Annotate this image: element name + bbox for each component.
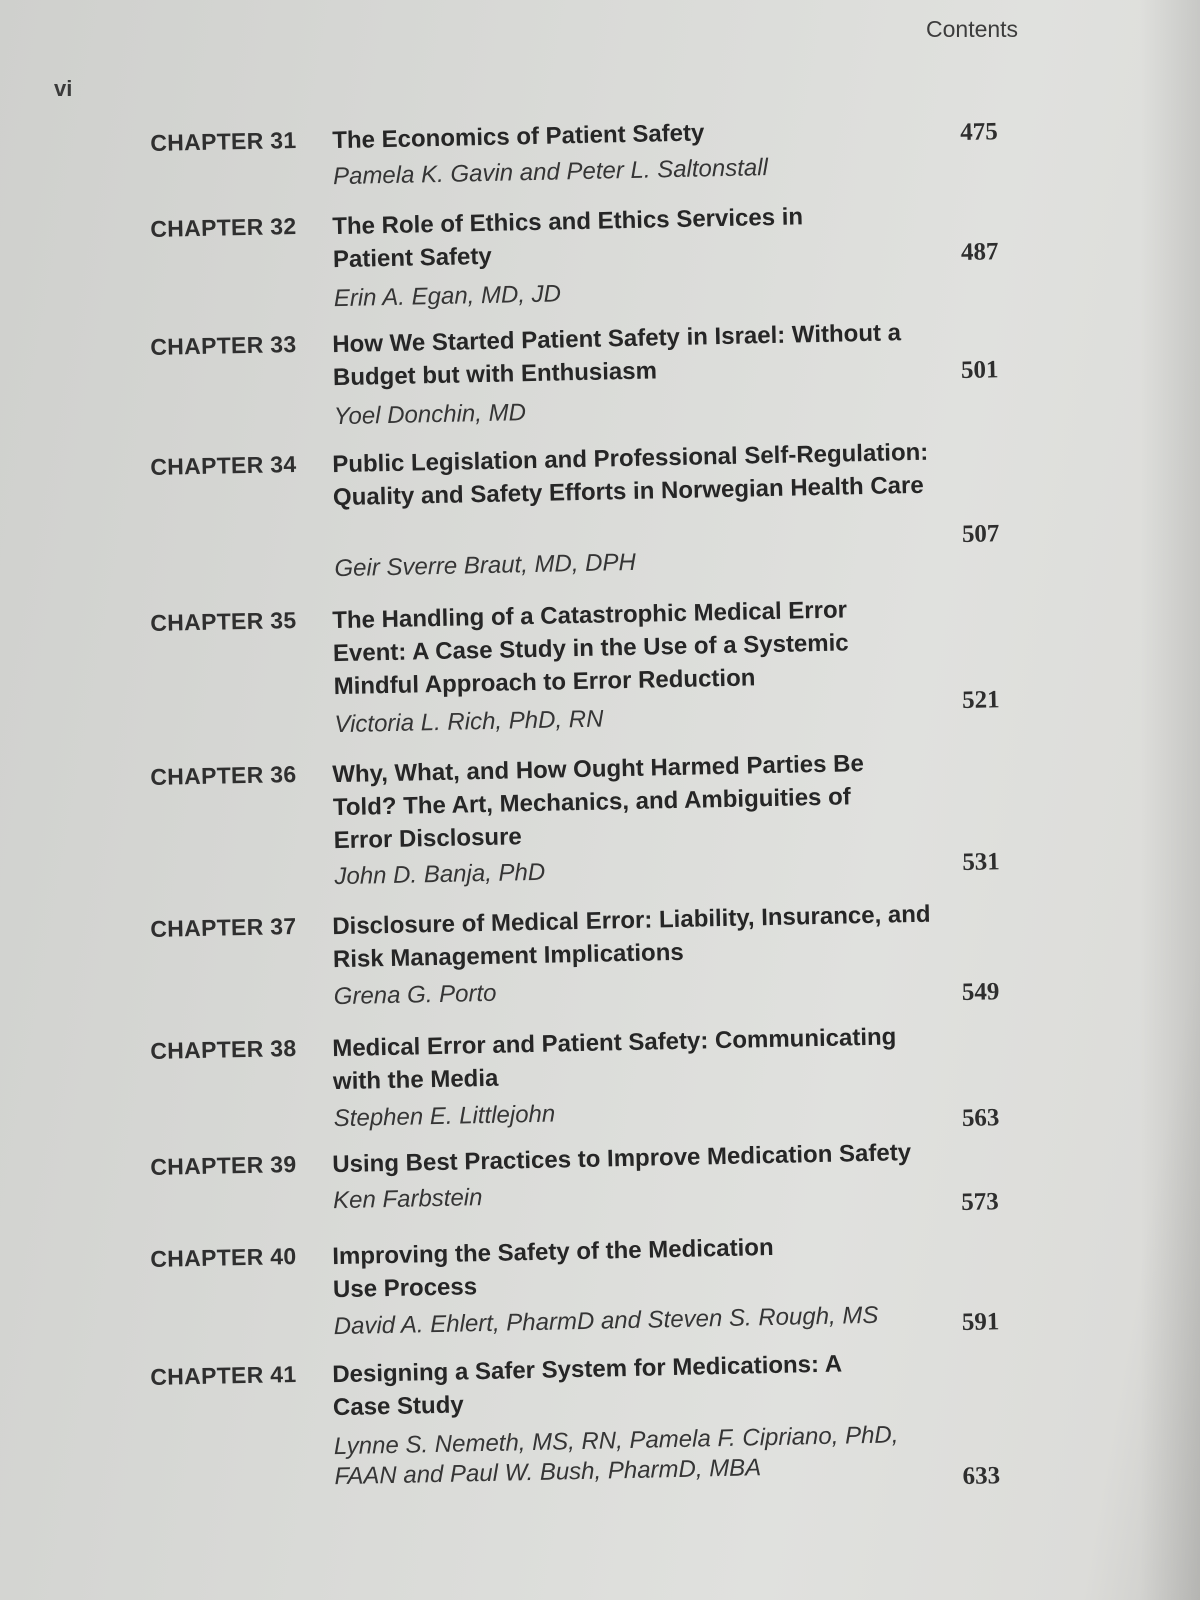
chapter-page: 487 [960,238,999,267]
chapter-title: How We Started Patient Safety in Israel: Without a Budget but with Enthusiasm [332,319,902,392]
toc-entry-40 [150,1225,1040,1341]
running-head: Contents [926,16,1019,42]
chapter-title: The Economics of Patient Safety [332,119,705,155]
chapter-label: CHAPTER 35 [150,606,297,636]
chapter-author: Grena G. Porto [333,979,497,1011]
chapter-page: 475 [959,118,999,147]
chapter-page: 573 [960,1188,1000,1217]
chapter-author: Ken Farbstein [332,1184,483,1215]
chapter-title: Disclosure of Medical Error: Liability, Insurance, and Risk Management Implications [332,900,931,974]
chapter-page: 521 [961,686,1000,715]
chapter-title: The Handling of a Catastrophic Medical Error Event: A Case Study in the Use of a Systemic Mindful Approach to Error Reduction [332,596,849,701]
chapter-label: CHAPTER 39 [150,1150,297,1180]
chapter-page: 563 [961,1104,1000,1133]
chapter-label: CHAPTER 37 [150,912,297,942]
toc-entry-37 [150,895,1040,1011]
chapter-author: John D. Banja, PhD [334,858,546,891]
chapter-label: CHAPTER 36 [150,760,297,790]
chapter-title: Improving the Safety of the Medication Use Process [332,1233,774,1304]
chapter-label: CHAPTER 40 [150,1242,297,1272]
chapter-page: 531 [962,848,1001,877]
page-number: vi [54,76,73,101]
chapter-page: 633 [962,1462,1001,1491]
chapter-label: CHAPTER 34 [150,450,297,480]
chapter-author: Lynne S. Nemeth, MS, RN, Pamela F. Cipriano, PhD, FAAN and Paul W. Bush, PharmD, MBA [333,1421,899,1491]
toc-entry-36 [150,743,1040,891]
chapter-label: CHAPTER 38 [150,1034,297,1064]
chapter-title: Using Best Practices to Improve Medication Safety [332,1139,912,1179]
chapter-label: CHAPTER 41 [150,1360,297,1390]
toc-entry-38 [150,1017,1040,1133]
toc-entry-34 [150,433,1040,583]
chapter-label: CHAPTER 32 [150,212,297,242]
chapter-title: The Role of Ethics and Ethics Services in Patient Safety [332,203,804,274]
toc-entry-35 [150,589,1040,739]
chapter-page: 507 [961,520,1000,549]
toc-entry-31 [150,109,1040,191]
chapter-title: Designing a Safer System for Medications: A Case Study [332,1350,842,1422]
chapter-page: 549 [961,978,1000,1007]
toc-entry-41 [150,1343,1040,1491]
toc-entry-32 [150,195,1040,313]
chapter-page: 501 [960,356,999,385]
chapter-label: CHAPTER 33 [150,330,297,360]
chapter-author: Stephen E. Littlejohn [333,1100,556,1133]
chapter-author: David A. Ehlert, PharmD and Steven S. Rough, MS [333,1301,879,1341]
chapter-author: Victoria L. Rich, PhD, RN [334,705,604,739]
toc-entry-33 [150,313,1040,431]
chapter-author: Pamela K. Gavin and Peter L. Saltonstall [332,154,769,191]
chapter-author: Erin A. Egan, MD, JD [333,280,562,313]
chapter-title: Public Legislation and Professional Self-Regulation: Quality and Safety Efforts in Norwegian Health Care [332,438,929,512]
chapter-author: Yoel Donchin, MD [333,399,527,431]
chapter-title: Medical Error and Patient Safety: Communicating with the Media [332,1023,897,1096]
chapter-title: Why, What, and How Ought Harmed Parties Be Told? The Art, Mechanics, and Ambiguities of Error Disclosure [332,750,865,855]
toc-entry-39 [150,1133,1040,1217]
chapter-author: Geir Sverre Braut, MD, DPH [334,548,637,583]
chapter-label: CHAPTER 31 [150,126,297,156]
chapter-page: 591 [961,1308,1000,1337]
